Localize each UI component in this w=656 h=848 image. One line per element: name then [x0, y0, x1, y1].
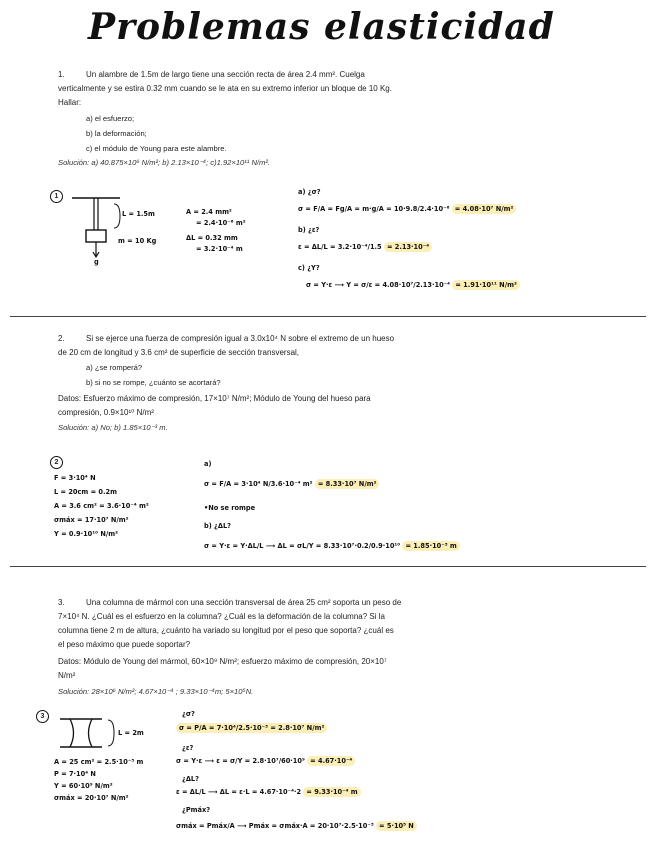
p3-max-weight-equation: σmáx = Pmáx/A ⟶ Pmáx = σmáx·A = 20·10⁷·2.5·10⁻³ = 5·10⁵ N [176, 822, 417, 830]
problem-2-item-a: a) ¿se romperá? [86, 363, 143, 372]
p3-young: Y = 60·10⁹ N/m² [54, 782, 113, 790]
p1-area-si: = 2.4·10⁻⁶ m² [196, 219, 246, 227]
p2-area: A = 3.6 cm² = 3.6·10⁻⁴ m² [54, 502, 149, 510]
divider-2 [10, 566, 646, 567]
p2-young: Y = 0.9·10¹⁰ N/m² [54, 530, 119, 538]
p1-young-equation: σ = Y·ε ⟶ Y = σ/ε = 4.08·10⁷/2.13·10⁻⁴ = 1.91·10¹¹ N/m² [306, 281, 520, 289]
p1-question-c: c) ¿Y? [298, 264, 320, 272]
problem-2-data-2: compresión, 0.9×10¹⁰ N/m² [58, 408, 154, 417]
problem-1-item-c: c) el módulo de Young para este alambre. [86, 144, 227, 153]
p2-stress-result: = 8.33·10⁷ N/m² [315, 479, 380, 489]
p1-question-b: b) ¿ε? [298, 226, 320, 234]
p2-question-a: a) [204, 460, 212, 468]
problem-3-text: Una columna de mármol con una sección transversal de área 25 cm² soporta un peso de [86, 598, 402, 607]
p3-max-weight-result: = 5·10⁵ N [376, 821, 417, 831]
problem-3-data-2: N/m² [58, 671, 76, 680]
p3-weight: P = 7·10⁴ N [54, 770, 96, 778]
problem-3-number: 3. [58, 598, 65, 607]
problem-3-line-3: columna tiene 2 m de altura, ¿cuánto ha variado su longitud por el peso que soporta? ¿cuál es [58, 626, 394, 635]
problem-1-line-2: verticalmente y se estira 0.32 mm cuando se le ata en su extremo inferior un bloque de 10 Kg. [58, 84, 392, 93]
p2-stress-equation: σ = F/A = 3·10⁴ N/3.6·10⁻⁴ m² = 8.33·10⁷ N/m² [204, 480, 379, 488]
p1-question-a: a) ¿σ? [298, 188, 321, 196]
p1-strain-equation: ε = ΔL/L = 3.2·10⁻⁴/1.5 = 2.13·10⁻⁴ [298, 243, 432, 251]
p2-no-break: •No se rompe [204, 504, 256, 512]
p1-strain-result: = 2.13·10⁻⁴ [384, 242, 432, 252]
p2-question-b: b) ¿ΔL? [204, 522, 231, 530]
problem-1-item-a: a) el esfuerzo; [86, 114, 135, 123]
p3-area: A = 25 cm² = 2.5·10⁻³ m [54, 758, 144, 766]
problem-2-line-1 [58, 332, 394, 346]
p1-length: L = 1.5m [122, 210, 155, 218]
p3-strain-result: = 4.67·10⁻⁴ [307, 756, 355, 766]
p3-stress-equation: σ = P/A = 7·10⁴/2.5·10⁻³ = 2.8·10⁷ N/m² [176, 724, 327, 732]
problem-3-line-2: 7×10⁴ N. ¿Cuál es el esfuerzo en la columna? ¿Cuál es la deformación de la columna? Si la [58, 612, 385, 621]
problem-2-circle: 2 [50, 456, 63, 469]
p3-question-max-weight: ¿Pmáx? [182, 806, 211, 814]
p1-elongation: ΔL = 0.32 mm [186, 234, 238, 242]
p2-shortening-result: = 1.85·10⁻³ m [402, 541, 459, 551]
problem-2-solution: Solución: a) No; b) 1.85×10⁻³ m. [58, 423, 168, 432]
p3-strain-equation: σ = Y·ε ⟶ ε = σ/Y = 2.8·10⁷/60·10⁹ = 4.67·10⁻⁴ [176, 757, 355, 765]
p1-stress-equation: σ = F/A = Fg/A = m·g/A = 10·9.8/2.4·10⁻⁶ = 4.08·10⁷ N/m² [298, 205, 516, 213]
problem-2-item-b: b) si no se rompe, ¿cuánto se acortará? [86, 378, 221, 387]
problem-1-number: 1. [58, 70, 65, 79]
p1-area: A = 2.4 mm² [186, 208, 232, 216]
p1-gravity: g [94, 258, 99, 266]
problem-2-line-2: de 20 cm de longitud y 3.6 cm² de superficie de sección transversal, [58, 348, 300, 357]
problem-2-data-1: Datos: Esfuerzo máximo de compresión, 17×10⁷ N/m²; Módulo de Young del hueso para [58, 394, 371, 403]
p2-shortening-equation: σ = Y·ε = Y·ΔL/L ⟶ ΔL = σL/Y = 8.33·10⁷·0.2/0.9·10¹⁰ = 1.85·10⁻³ m [204, 542, 460, 550]
problem-1-text: Un alambre de 1.5m de largo tiene una sección recta de área 2.4 mm². Cuelga [86, 70, 365, 79]
problem-3-circle: 3 [36, 710, 49, 723]
problem-3-line-4: el peso máximo que puede soportar? [58, 640, 191, 649]
page-title: Problemas elasticidad [88, 6, 555, 48]
p1-elongation-si: = 3.2·10⁻⁴ m [196, 245, 243, 253]
p3-question-strain: ¿ε? [182, 744, 194, 752]
problem-3-line-1 [58, 596, 401, 610]
p3-max-stress: σmáx = 20·10⁷ N/m² [54, 794, 129, 802]
p1-mass: m = 10 Kg [118, 237, 157, 245]
problem-3-solution: Solución: 28×10⁶ N/m²; 4.67×10⁻⁴ ; 9.33×10⁻⁴m; 5×10⁵N. [58, 687, 254, 696]
problem-2-text: Si se ejerce una fuerza de compresión igual a 3.0x10⁴ N sobre el extremo de un hueso [86, 334, 395, 343]
p3-length: L = 2m [118, 729, 144, 737]
problem-1-line-1 [58, 68, 365, 82]
problem-1-circle: 1 [50, 190, 63, 203]
p3-question-elongation: ¿ΔL? [182, 775, 199, 783]
p2-max-stress: σmáx = 17·10⁷ N/m² [54, 516, 129, 524]
problem-1-solution: Solución: a) 40.875×10⁶ N/m²; b) 2.13×10⁻⁴; c)1.92×10¹¹ N/m². [58, 158, 270, 167]
problem-1-line-3: Hallar: [58, 98, 82, 107]
problem-3-data-1: Datos: Módulo de Young del mármol, 60×10⁹ N/m²; esfuerzo máximo de compresión, 20×10⁷ [58, 657, 387, 666]
p1-young-result: = 1.91·10¹¹ N/m² [452, 280, 520, 290]
problem-1-item-b: b) la deformación; [86, 129, 147, 138]
divider-1 [10, 316, 646, 317]
p2-length: L = 20cm = 0.2m [54, 488, 117, 496]
problem-2-number: 2. [58, 334, 65, 343]
hanging-wire-sketch [68, 196, 130, 272]
p2-force: F = 3·10⁴ N [54, 474, 96, 482]
marble-column-sketch [56, 716, 126, 750]
p3-elongation-equation: ε = ΔL/L ⟶ ΔL = ε·L = 4.67·10⁻⁴·2 = 9.33·10⁻⁴ m [176, 788, 361, 796]
p3-elongation-result: = 9.33·10⁻⁴ m [303, 787, 360, 797]
p3-question-stress: ¿σ? [182, 710, 195, 718]
p1-stress-result: = 4.08·10⁷ N/m² [452, 204, 517, 214]
p3-stress-result: = 2.8·10⁷ N/m² [270, 724, 325, 732]
